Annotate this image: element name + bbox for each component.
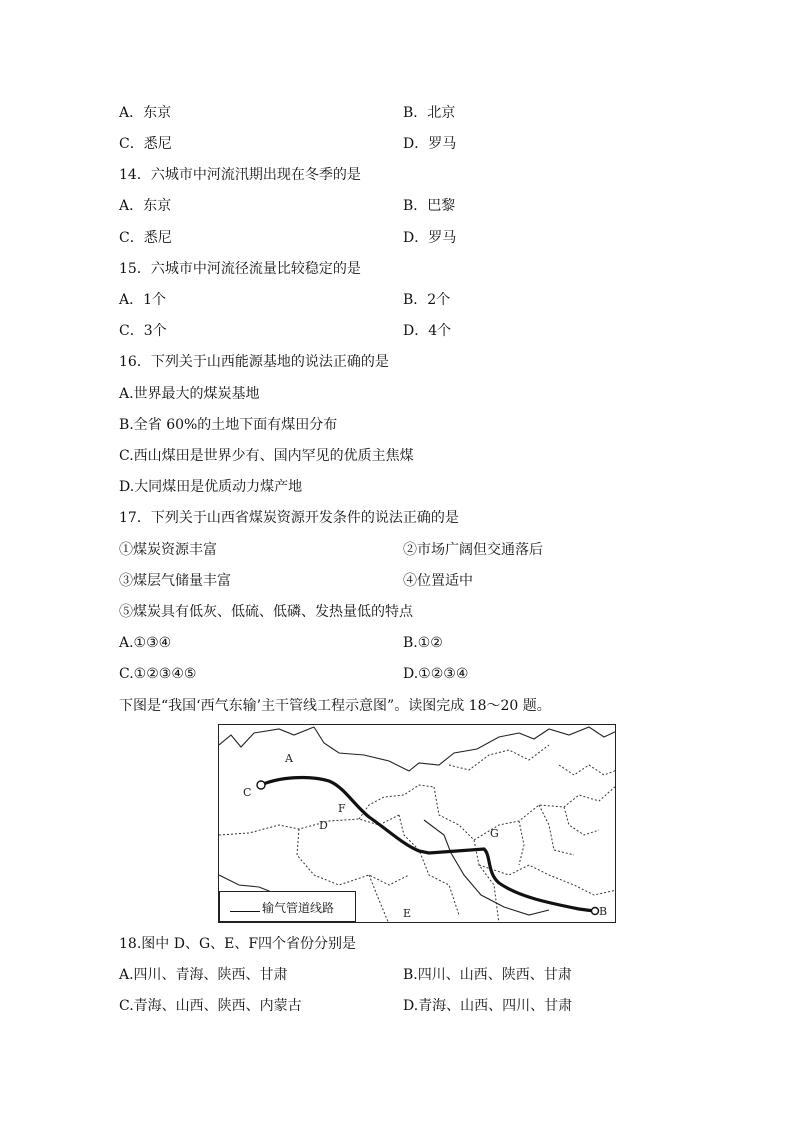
q15-option-d: D．4个 — [403, 323, 452, 339]
map-label-e: E — [403, 907, 412, 920]
q18-stem: 18.图中 D、G、E、F四个省份分别是 — [119, 936, 357, 952]
q17-statement-1: ①煤炭资源丰富 — [119, 542, 217, 558]
q14-option-c: C．悉尼 — [119, 230, 172, 246]
q17-option-c: C.①②③④⑤ — [119, 666, 197, 682]
q17-option-a: A.①③④ — [119, 635, 172, 651]
q17-option-d: D.①②③④ — [403, 666, 469, 682]
map-label-b: B — [599, 905, 608, 918]
map-label-c: C — [243, 786, 252, 799]
q14-option-a: A．东京 — [119, 198, 172, 214]
q16-option-a: A.世界最大的煤炭基地 — [119, 386, 260, 402]
pipeline-start-point — [257, 781, 265, 789]
map-label-g: G — [490, 827, 499, 840]
q16-stem: 16．下列关于山西能源基地的说法正确的是 — [119, 354, 389, 370]
q18-option-a: A.四川、青海、陕西、甘肃 — [119, 967, 288, 983]
q13-option-d: D．罗马 — [403, 136, 457, 152]
legend-label: 输气管道线路 — [262, 901, 335, 915]
q17-stem: 17．下列关于山西省煤炭资源开发条件的说法正确的是 — [119, 510, 459, 526]
q13-option-a: A．东京 — [119, 105, 172, 121]
map-label-d: D — [319, 819, 328, 832]
map-intro: 下图是“我国‘西气东输’主干管线工程示意图”。读图完成 18～20 题。 — [119, 698, 551, 714]
q13-option-b: B．北京 — [403, 105, 456, 121]
country-border — [219, 727, 616, 915]
q14-option-d: D．罗马 — [403, 230, 457, 246]
legend-line-swatch — [230, 911, 260, 912]
q15-option-a: A．1个 — [119, 292, 167, 308]
map-legend — [219, 891, 356, 922]
q17-statement-5: ⑤煤炭具有低灰、低硫、低磷、发热量低的特点 — [119, 604, 413, 620]
q16-option-d: D.大同煤田是优质动力煤产地 — [119, 479, 303, 495]
q17-statement-3: ③煤层气储量丰富 — [119, 573, 231, 589]
q18-option-b: B.四川、山西、陕西、甘肃 — [403, 967, 572, 983]
q15-stem: 15．六城市中河流径流量比较稳定的是 — [119, 261, 361, 277]
q14-option-b: B．巴黎 — [403, 198, 456, 214]
q13-option-c: C．悉尼 — [119, 136, 172, 152]
q16-option-c: C.西山煤田是世界少有、国内罕见的优质主焦煤 — [119, 448, 414, 464]
map-label-a: A — [285, 752, 293, 765]
q15-option-b: B．2个 — [403, 292, 451, 308]
q17-statement-4: ④位置适中 — [403, 573, 473, 589]
q17-statement-2: ②市场广阔但交通落后 — [403, 542, 543, 558]
q14-stem: 14．六城市中河流汛期出现在冬季的是 — [119, 167, 361, 183]
q18-option-d: D.青海、山西、四川、甘肃 — [403, 998, 573, 1014]
q18-option-c: C.青海、山西、陕西、内蒙古 — [119, 998, 302, 1014]
pipeline-map — [218, 724, 616, 923]
q15-option-c: C．3个 — [119, 323, 167, 339]
pipeline-end-point — [592, 908, 599, 915]
q17-option-b: B.①② — [403, 635, 443, 651]
map-label-f: F — [338, 802, 346, 815]
q16-option-b: B.全省 60%的土地下面有煤田分布 — [119, 417, 338, 433]
